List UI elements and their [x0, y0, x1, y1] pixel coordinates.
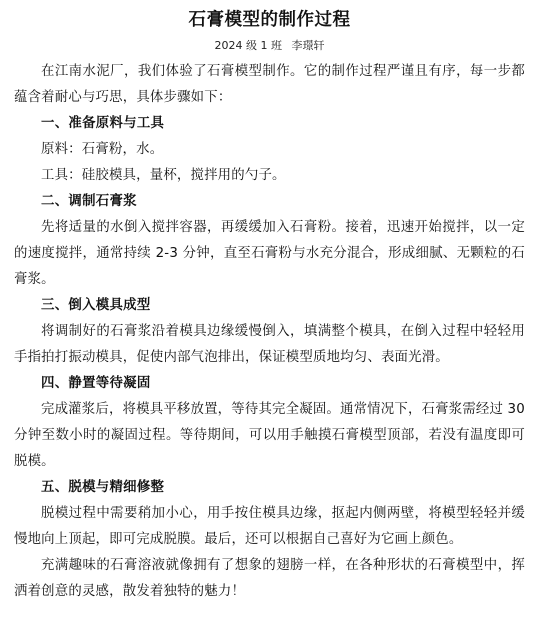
- section-heading-setting: 四、静置等待凝固: [41, 376, 151, 391]
- pouring-paragraph: 将调制好的石膏浆沿着模具边缘缓慢倒入，填满整个模具，在倒入过程中轻轻用手指拍打振动模具，促使内部气泡排出，保证模型质地均匀、表面光滑。: [14, 324, 525, 365]
- tools-line: 工具：硅胶模具，量杯，搅拌用的勺子。: [41, 168, 286, 183]
- section-heading-mixing: 二、调制石膏浆: [41, 194, 137, 209]
- byline: [14, 37, 525, 55]
- class-label: 2024 级 1 班: [214, 39, 282, 52]
- closing-paragraph: 充满趣味的石膏溶液就像拥有了想象的翅膀一样，在各种形状的石膏模型中，挥洒着创意的灵感，散发着独特的魅力！: [14, 558, 525, 599]
- author-name: 李璟轩: [291, 39, 325, 52]
- section-heading-demolding: 五、脱模与精细修整: [41, 480, 165, 495]
- materials-line: 原料：石膏粉，水。: [41, 142, 164, 157]
- section-heading-pouring: 三、倒入模具成型: [41, 298, 151, 313]
- section-heading-materials: 一、准备原料与工具: [41, 116, 165, 131]
- setting-paragraph: 完成灌浆后，将模具平移放置，等待其完全凝固。通常情况下，石膏浆需经过 30 分钟至数小时的凝固过程。等待期间，可以用手触摸石膏模型顶部，若没有温度即可脱模。: [14, 402, 525, 469]
- demolding-paragraph: 脱模过程中需要稍加小心，用手按住模具边缘，抠起内侧两壁，将模型轻轻并缓慢地向上顶起，即可完成脱膜。最后，还可以根据自己喜好为它画上颜色。: [14, 506, 525, 547]
- intro-paragraph: 在江南水泥厂，我们体验了石膏模型制作。它的制作过程严谨且有序，每一步都蕴含着耐心与巧思，具体步骤如下：: [14, 64, 525, 105]
- mixing-paragraph: 先将适量的水倒入搅拌容器，再缓缓加入石膏粉。接着，迅速开始搅拌，以一定的速度搅拌，通常持续 2-3 分钟，直至石膏粉与水充分混合，形成细腻、无颗粒的石膏浆。: [14, 220, 525, 287]
- document-title: 石膏模型的制作过程: [188, 10, 351, 30]
